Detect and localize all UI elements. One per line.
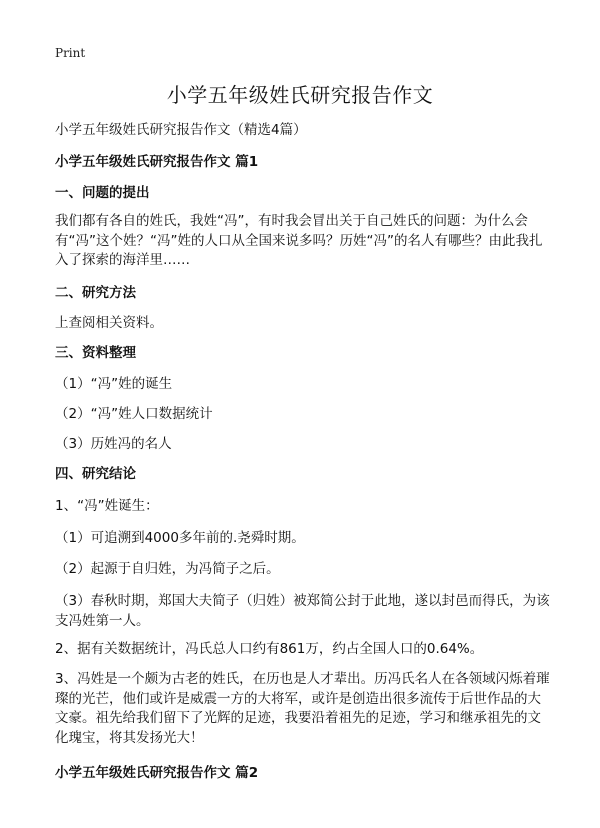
document-subtitle: 小学五年级姓氏研究报告作文（精选4篇） (55, 122, 307, 138)
print-label: Print (55, 46, 86, 60)
section4-point2: 2、据有关数据统计，冯氏总人口约有861万，约占全国人口的0.64%。 (55, 641, 484, 657)
section4-point1: 1、“冯”姓诞生： (55, 498, 159, 514)
section3-item-1: （1）“冯”姓的诞生 (55, 376, 173, 392)
section4-point1-b: （2）起源于自归姓，为冯简子之后。 (55, 561, 280, 577)
page-title: 小学五年级姓氏研究报告作文 (166, 83, 434, 107)
section4-heading: 四、研究结论 (55, 466, 136, 482)
section2-body: 上查阅相关资料。 (55, 315, 163, 331)
section3-item-2: （2）“冯”姓人口数据统计 (55, 406, 213, 422)
section4-point3: 3、冯姓是一个颇为古老的姓氏，在历也是人才辈出。历冯氏名人在各领域闪烁着璀璨的光芒，他们或许是威震一方的大将军，或许是创造出很多流传于后世作品的大文豪。祖先给我们留下了光辉的足迹，我要沿着祖先的足迹，学习和继承祖先的文化瑰宝，将其发扬光大！ (55, 671, 550, 746)
part1-heading: 小学五年级姓氏研究报告作文 篇1 (55, 154, 259, 170)
part2-heading: 小学五年级姓氏研究报告作文 篇2 (55, 765, 259, 781)
section4-point1-a: （1）可追溯到4000多年前的.尧舜时期。 (55, 530, 305, 546)
section1-body: 我们都有各自的姓氏，我姓“冯”，有时我会冒出关于自己姓氏的问题：为什么会有“冯”这个姓？“冯”姓的人口从全国来说多吗？历姓“冯”的名人有哪些？由此我扎入了探索的海洋里…… (55, 213, 543, 268)
section3-heading: 三、资料整理 (55, 345, 136, 361)
section2-heading: 二、研究方法 (55, 285, 136, 301)
section1-heading: 一、问题的提出 (55, 185, 150, 201)
section4-point1-c: （3）春秋时期，郑国大夫简子（归姓）被郑简公封于此地，遂以封邑而得氏，为该支冯姓第一人。 (55, 593, 550, 629)
section3-item-3: （3）历姓冯的名人 (55, 436, 172, 452)
